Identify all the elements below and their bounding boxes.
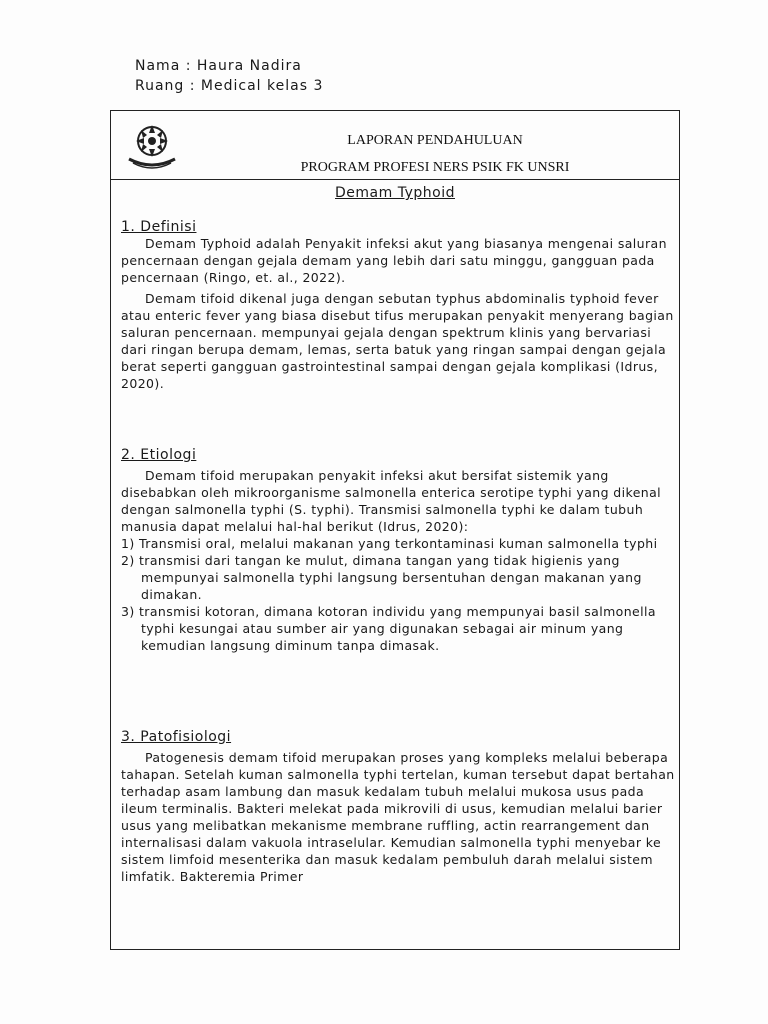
section-heading: 1. Definisi — [121, 219, 197, 235]
section-patofisiologi — [121, 729, 676, 885]
transmission-list — [121, 535, 676, 654]
student-name: Nama : Haura Nadira — [135, 58, 302, 74]
report-sheet — [110, 110, 680, 950]
student-info — [135, 56, 323, 96]
section-etiologi — [121, 447, 676, 654]
university-logo-icon — [123, 119, 181, 171]
header-title-line2: PROGRAM PROFESI NERS PSIK FK UNSRI — [300, 160, 570, 175]
header-title-line1: LAPORAN PENDAHULUAN — [347, 133, 523, 148]
list-item: 1) Transmisi oral, melalui makanan yang terkontaminasi kuman salmonella typhi — [121, 536, 658, 551]
section-heading: 3. Patofisiologi — [121, 729, 232, 745]
section-heading: 2. Etiologi — [121, 447, 197, 463]
document-title — [111, 185, 679, 201]
student-room: Ruang : Medical kelas 3 — [135, 78, 324, 94]
section-definisi — [121, 219, 676, 392]
list-item: 3) transmisi kotoran, dimana kotoran individu yang mempunyai basil salmonella typhi kesungai atau sumber air yang digunakan sebagai air minum yang kemudian langsung diminum tanpa dimasak. — [121, 604, 656, 653]
paragraph: Patogenesis demam tifoid merupakan proses yang kompleks melalui beberapa tahapan. Setelah kuman salmonella typhi tertelan, kuman tersebut dapat bertahan terhadap asam lambung dan masuk kedalam tubuh melalui mukosa usus pada ileum terminalis. Bakteri melekat pada mikrovili di usus, kemudian melalui barier usus yang melibatkan mekanisme membrane ruffling, actin rearrangement dan internalisasi dalam vakuola intraselular. Kemudian salmonella typhi menyebar ke sistem limfoid mesenterika dan masuk kedalam pembuluh darah melalui sistem limfatik. Bakteremia Primer — [121, 750, 675, 884]
paragraph: Demam Typhoid adalah Penyakit infeksi akut yang biasanya mengenai saluran pencernaan dengan gejala demam yang lebih dari satu minggu, gangguan pada pencernaan (Ringo, et. al., 2022). — [121, 236, 667, 285]
paragraph: Demam tifoid merupakan penyakit infeksi akut bersifat sistemik yang disebabkan oleh mikroorganisme salmonella enterica serotipe typhi yang dikenal dengan salmonella typhi (S. typhi). Transmisi salmonella typhi ke dalam tubuh manusia dapat melalui hal-hal berikut (Idrus, 2020): — [121, 468, 662, 534]
sheet-header — [111, 111, 679, 180]
list-item: 2) transmisi dari tangan ke mulut, dimana tangan yang tidak higienis yang mempunyai salmonella typhi langsung bersentuhan dengan makanan yang dimakan. — [121, 553, 642, 602]
paragraph: Demam tifoid dikenal juga dengan sebutan typhus abdominalis typhoid fever atau enteric fever yang biasa disebut tifus merupakan penyakit menyerang bagian saluran pencernaan. mempunyai gejala dengan spektrum klinis yang bervariasi dari ringan berupa demam, lemas, serta batuk yang ringan sampai dengan gejala berat seperti gangguan gastrointestinal sampai dengan gejala komplikasi (Idrus, 2020). — [121, 291, 674, 391]
document-title-text: Demam Typhoid — [335, 185, 455, 201]
